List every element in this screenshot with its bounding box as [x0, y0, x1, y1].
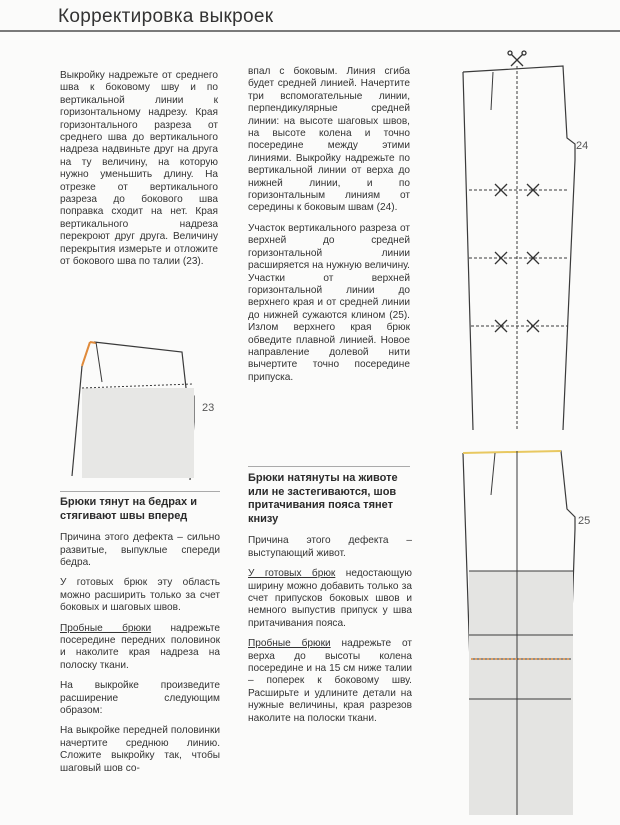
figure-24-diagram	[455, 50, 600, 435]
section-belly	[248, 472, 412, 733]
figure-24-label: 24	[576, 140, 589, 152]
text-column-2	[248, 66, 410, 392]
term-finished-trousers: У готовых брюк	[248, 568, 336, 580]
section-hips	[60, 496, 220, 783]
figure-23-label: 23	[202, 402, 215, 414]
section-title-belly: Брюки натянуты на животе или не застегиваются, шов притачивания пояса тянет книзу	[248, 472, 398, 525]
paragraph-cause-hips: Причина этого дефекта – сильно развитые, выпуклые спереди бедра.	[60, 532, 220, 568]
page-header	[0, 0, 620, 34]
text-column-1	[60, 70, 218, 277]
paragraph-test-belly: Пробные брюки надрежьте от верха до высоты колена посередине и на 15 см ниже талии – поперек к боковому шву. Расширьте и удлините детали на нужные величины, края разрезов наколите на полоски ткани.	[248, 638, 412, 724]
paragraph-cause-belly: Причина этого дефекта – выступающий живот.	[248, 535, 412, 559]
paragraph-test-trousers: Пробные брюки надрежьте посередине передних половинок и наколите края надреза на полоску ткани.	[60, 622, 220, 671]
page-title: Корректировка выкроек	[58, 6, 274, 27]
paragraph-intro: Выкройку надрежьте от среднего шва к боковому шву и по вертикальной линии к горизонтальному надрезу. Края горизонтального разреза от среднего шва до вертикального надреза надвиньте друг на друга на ту величину, на которую нужно уменьшить длину. На отрезке от вертикального разреза до бокового шва поправка сходит на нет. Края вертикального надреза перекроют друг друга. Величину перекрытия измерьте и отложите от бокового шва по талии (23).	[60, 70, 218, 268]
paragraph-continuation: впал с боковым. Линия сгиба будет средней линией. Начертите три вспомогательные линии, перпендикулярные средней линии: на высоте шаговых швов, на высоте колена и точно посередине между этими линиями. Выкройку надрежьте по вертикальной линии от верха до нижней линии, и по горизонтальным линиям от середины к боковым швам (24).	[248, 66, 410, 214]
section-title-hips: Брюки тянут на бедрах и стягивают швы вперед	[60, 496, 197, 522]
figure-25-label: 25	[578, 515, 591, 527]
paragraph-vertical-cut: Участок вертикального разреза от верхней до средней горизонтальной линии расширяется на нужную величину. Участки от верхней горизонтальной линии до верхнего края и от средней линии до нижней сужаются клином (25). Излом верхнего края брюк обведите плавной линией. Новое направление долевой нити вычертите точно посередине припуска.	[248, 222, 410, 383]
figure-23-diagram	[62, 336, 222, 486]
section-divider-2	[248, 466, 410, 467]
paragraph-pattern-lead: На выкройке произведите расширение следующим образом:	[60, 680, 220, 717]
section-divider	[60, 491, 220, 492]
figure-25-diagram	[455, 445, 600, 820]
header-rule	[0, 30, 620, 32]
term-test-trousers-2: Пробные брюки	[248, 638, 331, 650]
paragraph-finished-belly: У готовых брюк недостающую ширину можно добавить только за счет припусков боковых швов и немного выпустив припуск у шва притачивания пояса.	[248, 568, 412, 629]
paragraph-finished-trousers: У готовых брюк эту область можно расширить только за счет боковых и шаговых швов.	[60, 577, 220, 614]
paragraph-pattern-instructions: На выкройке передней половинки начертите среднюю линию. Сложите выкройку так, чтобы шаговый шов со-	[60, 725, 220, 774]
term-test-trousers: Пробные брюки	[60, 622, 152, 634]
